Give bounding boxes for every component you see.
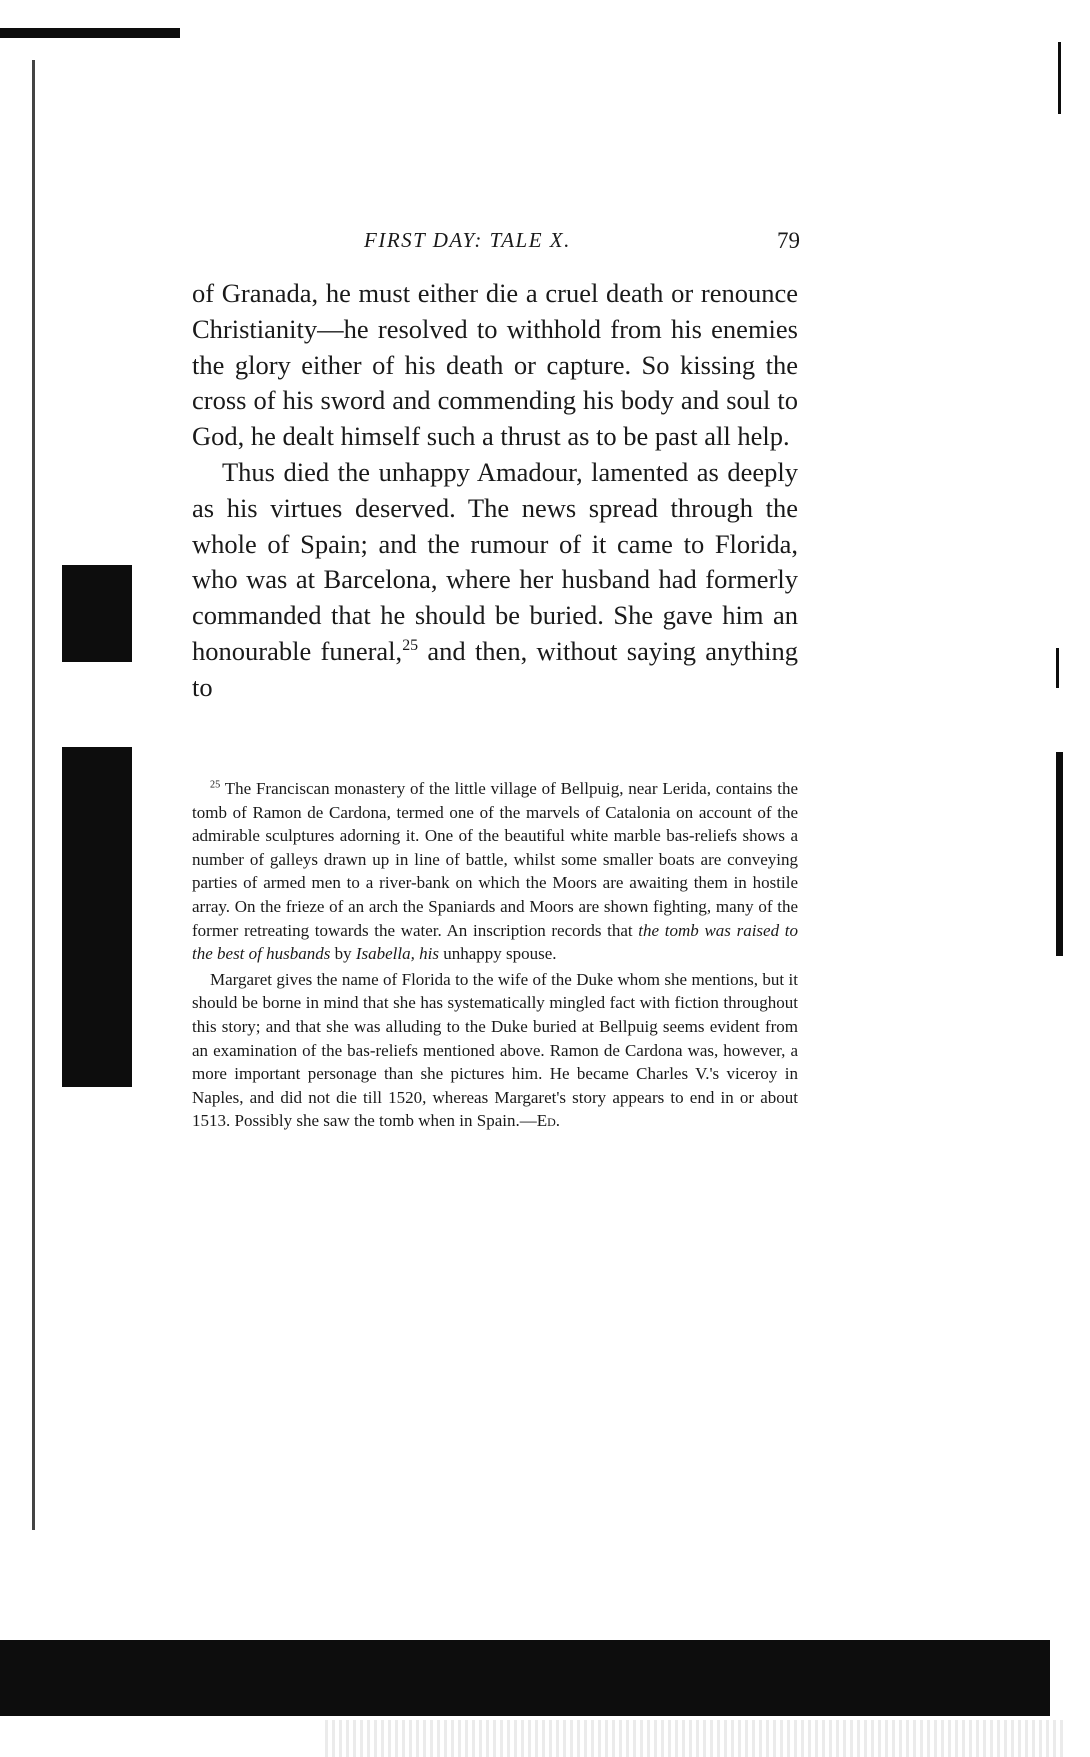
footnote-quote-2: Isabella, his xyxy=(355,944,439,964)
scan-block-left-upper xyxy=(62,565,132,662)
scan-line-right-mid xyxy=(1056,648,1059,688)
footnote-quote: the tomb was raised to the best of husbands xyxy=(192,920,798,964)
editor-mark: Ed. xyxy=(536,1111,561,1131)
running-head: FIRST DAY: TALE X. xyxy=(364,228,571,252)
scan-edge-top-left xyxy=(0,28,180,38)
footnote-text-2: Margaret gives the name of Florida to the wife of the Duke whom she mentions, but it should be borne in mind that she has systematically mingled fact with fiction throughout this story; and that she was alluding to the Duke buried at Bellpuig seems evident from an examination of the bas-reliefs mentioned above. Ramon de Cardona was, however, a more important personage than she pictures him. He became Charles V.'s viceroy in Naples, and did not die till 1520, whereas Margaret's story appears to end in or about 1513. Possibly she saw the tomb when in Spain.— xyxy=(192,969,798,1131)
paragraph-2-end: and then, without saying anything to xyxy=(192,635,798,702)
footnote-paragraph-2 xyxy=(192,968,798,1133)
footnote-reference: 25 xyxy=(402,637,419,655)
main-text xyxy=(192,276,798,706)
footnote-text-1b: by xyxy=(330,944,356,964)
scan-line-right-top xyxy=(1058,42,1061,114)
footnote-number: 25 xyxy=(210,779,221,791)
footnote-paragraph-1 xyxy=(192,777,798,966)
footnote xyxy=(192,777,798,1133)
footnote-text-1a: The Franciscan monastery of the little village of Bellpuig, near Lerida, contains the tomb of Ramon de Cardona, termed one of the marvels of Catalonia on account of the admirable sculptures adorning it. One of the beautiful white marble bas-reliefs shows a number of galleys drawn up in line of battle, whilst some smaller boats are conveying parties of armed men to a river-bank on which the Moors are awaiting them in hostile array. On the frieze of an arch the Spaniards and Moors are shown fighting, many of the former retreating towards the water. An inscription records that xyxy=(192,779,798,940)
scan-line-left xyxy=(32,60,35,1530)
page-number: 79 xyxy=(777,228,800,253)
paragraph-2-start: Thus died the unhappy Amadour, lamented as deeply as his virtues deserved. The news spread through the whole of Spain; and the rumour of it came to Florida, who was at Barcelona, where her husband had formerly commanded that he should be buried. She gave him an honourable funeral, xyxy=(192,456,798,666)
page-header xyxy=(190,222,800,262)
paragraph-1: of Granada, he must either die a cruel death or renounce Christianity—he resolved to withhold from his enemies the glory either of his death or capture. So kissing the cross of his sword and commending his body and soul to God, he dealt himself such a thrust as to be past all help. xyxy=(192,278,798,452)
scan-block-left-lower xyxy=(62,747,132,1087)
footnote-text-1c: unhappy spouse. xyxy=(438,944,557,964)
paragraph-2 xyxy=(192,455,798,706)
scan-band-bottom xyxy=(0,1640,1050,1716)
scan-speckle-bottom xyxy=(325,1720,1065,1757)
scan-block-right xyxy=(1056,752,1063,956)
